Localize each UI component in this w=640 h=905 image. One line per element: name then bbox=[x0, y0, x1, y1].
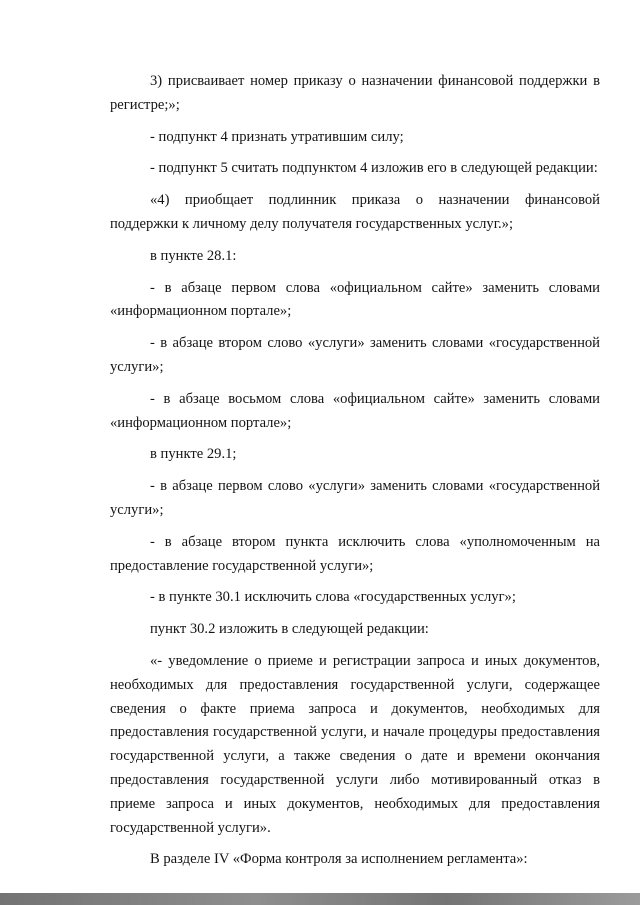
paragraph-subpoint-4: - подпункт 4 признать утратившим силу; bbox=[150, 128, 404, 145]
paragraph-point-30-1: - в пункте 30.1 исключить слова «государственных услуг»; bbox=[150, 589, 516, 606]
document-body bbox=[110, 70, 600, 872]
paragraph-point-30-2: пункт 30.2 изложить в следующей редакции: bbox=[150, 621, 429, 638]
paragraph-point-29-1: в пункте 29.1; bbox=[150, 446, 237, 463]
paragraph-notification: «- уведомление о приеме и регистрации запроса и иных документов, необходимых для предоставления государственной услуги, содержащее сведения о факте приема запроса и документов, необходимых для предоставления государственной услуги, и начале процедуры предоставления государственной услуги, а также сведения о дате и времени окончания предоставления государственной услуги либо мотивированный отказ в приеме запроса и иных документов, необходимых для предоставления государственной услуги». bbox=[110, 652, 600, 836]
paragraph-28-1-second: - в абзаце втором слово «услуги» заменить словами «государственной услуги»; bbox=[110, 335, 600, 375]
paragraph-section-iv: В разделе IV «Форма контроля за исполнением регламента»: bbox=[150, 851, 528, 868]
paragraph-point-28-1: в пункте 28.1: bbox=[150, 247, 237, 264]
paragraph-item-3: 3) присваивает номер приказу о назначении финансовой поддержки в регистре;»; bbox=[110, 73, 600, 113]
paragraph-subpoint-5: - подпункт 5 считать подпунктом 4 изложив его в следующей редакции: bbox=[150, 160, 598, 177]
paragraph-28-1-eighth: - в абзаце восьмом слова «официальном сайте» заменить словами «информационном портале»; bbox=[110, 390, 600, 431]
paragraph-29-1-first: - в абзаце первом слово «услуги» заменить словами «государственной услуги»; bbox=[110, 478, 600, 518]
paragraph-29-1-second: - в абзаце втором пункта исключить слова «уполномоченным на предоставление государственной услуги»; bbox=[110, 533, 600, 574]
paragraph-item-4-new: «4) приобщает подлинник приказа о назначении финансовой поддержки к личному делу получателя государственных услуг.»; bbox=[110, 192, 600, 232]
scan-bottom-edge bbox=[0, 893, 640, 905]
paragraph-28-1-first: - в абзаце первом слова «официальном сайте» заменить словами «информационном портале»; bbox=[110, 279, 600, 320]
